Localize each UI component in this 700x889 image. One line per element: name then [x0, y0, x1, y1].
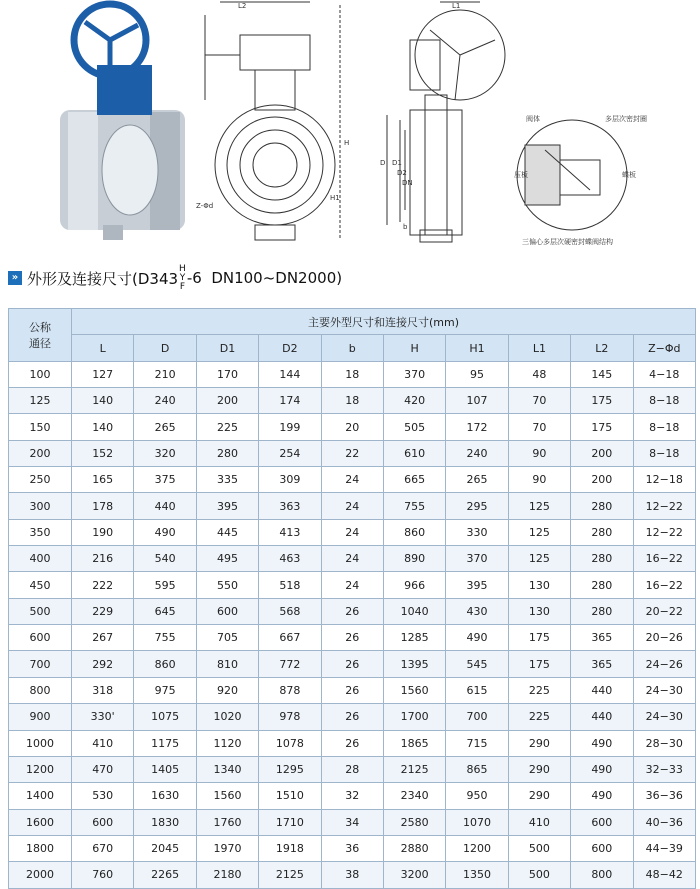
table-cell: 175: [571, 414, 633, 440]
table-cell: 505: [383, 414, 445, 440]
table-cell: 1760: [196, 809, 258, 835]
table-cell: 975: [134, 677, 196, 703]
table-row: [9, 730, 696, 756]
table-cell: 490: [446, 625, 508, 651]
table-cell: 12−22: [633, 519, 696, 545]
callout-disc: 蝶板: [622, 171, 636, 179]
table-cell: 190: [72, 519, 134, 545]
table-cell: 4−18: [633, 361, 696, 387]
dimension-table: [8, 308, 696, 889]
table-cell: 28: [321, 756, 383, 782]
column-header: D: [134, 335, 196, 361]
cell-nominal-diameter: 800: [9, 677, 72, 703]
table-cell: 545: [446, 651, 508, 677]
table-cell: 20−26: [633, 625, 696, 651]
table-cell: 1120: [196, 730, 258, 756]
table-cell: 18: [321, 361, 383, 387]
cell-nominal-diameter: 1600: [9, 809, 72, 835]
dim-label-L1: L1: [452, 2, 461, 10]
table-cell: 225: [196, 414, 258, 440]
table-cell: 40−36: [633, 809, 696, 835]
table-cell: 395: [196, 493, 258, 519]
table-cell: 1200: [446, 835, 508, 861]
title-prefix: 外形及连接尺寸(D343: [27, 269, 179, 288]
table-cell: 978: [259, 704, 321, 730]
table-cell: 665: [383, 467, 445, 493]
table-cell: 1020: [196, 704, 258, 730]
valve-photo: [60, 4, 185, 240]
table-row: [9, 704, 696, 730]
double-chevron-icon: »: [8, 271, 22, 285]
model-letters-stack: [179, 265, 186, 292]
table-cell: 865: [446, 756, 508, 782]
table-row: [9, 835, 696, 861]
cell-nominal-diameter: 300: [9, 493, 72, 519]
callout-body: 阀体: [526, 115, 540, 123]
product-drawings: [0, 0, 700, 250]
table-cell: 24−30: [633, 704, 696, 730]
table-cell: 2125: [383, 756, 445, 782]
table-cell: 440: [571, 677, 633, 703]
table-cell: 410: [72, 730, 134, 756]
table-cell: 200: [571, 440, 633, 466]
table-cell: 550: [196, 572, 258, 598]
table-cell: 610: [383, 440, 445, 466]
table-row: [9, 862, 696, 888]
table-cell: 1405: [134, 756, 196, 782]
cell-nominal-diameter: 400: [9, 546, 72, 572]
table-cell: 1830: [134, 809, 196, 835]
table-cell: 12−18: [633, 467, 696, 493]
dim-label-zd: Z-Φd: [196, 202, 214, 210]
table-cell: 130: [508, 598, 570, 624]
table-cell: 280: [571, 519, 633, 545]
table-cell: 225: [508, 677, 570, 703]
table-cell: 170: [196, 361, 258, 387]
table-cell: 800: [571, 862, 633, 888]
table-cell: 70: [508, 388, 570, 414]
cell-nominal-diameter: 1800: [9, 835, 72, 861]
table-cell: 1040: [383, 598, 445, 624]
table-cell: 645: [134, 598, 196, 624]
table-cell: 34: [321, 809, 383, 835]
table-row: [9, 440, 696, 466]
table-cell: 200: [196, 388, 258, 414]
table-cell: 26: [321, 651, 383, 677]
column-header-row: [9, 335, 696, 361]
cell-nominal-diameter: 500: [9, 598, 72, 624]
cell-nominal-diameter: 450: [9, 572, 72, 598]
table-cell: 20: [321, 414, 383, 440]
table-cell: 463: [259, 546, 321, 572]
table-cell: 24−30: [633, 677, 696, 703]
table-cell: 174: [259, 388, 321, 414]
cell-nominal-diameter: 600: [9, 625, 72, 651]
table-row: [9, 677, 696, 703]
cell-nominal-diameter: 125: [9, 388, 72, 414]
table-cell: 8−18: [633, 440, 696, 466]
table-cell: 26: [321, 625, 383, 651]
table-cell: 440: [134, 493, 196, 519]
section-title: [8, 263, 343, 292]
table-cell: 290: [508, 730, 570, 756]
table-row: [9, 546, 696, 572]
table-cell: 920: [196, 677, 258, 703]
table-cell: 1395: [383, 651, 445, 677]
table-cell: 705: [196, 625, 258, 651]
stack-top: H: [179, 263, 186, 274]
table-cell: 2265: [134, 862, 196, 888]
table-cell: 48−42: [633, 862, 696, 888]
table-cell: 318: [72, 677, 134, 703]
table-cell: 295: [446, 493, 508, 519]
cell-nominal-diameter: 700: [9, 651, 72, 677]
table-cell: 1918: [259, 835, 321, 861]
table-row: [9, 809, 696, 835]
table-cell: 36−36: [633, 783, 696, 809]
table-cell: 225: [508, 704, 570, 730]
table-cell: 265: [446, 467, 508, 493]
table-cell: 36: [321, 835, 383, 861]
table-cell: 365: [571, 651, 633, 677]
table-cell: 500: [508, 862, 570, 888]
table-cell: 28−30: [633, 730, 696, 756]
table-cell: 330: [446, 519, 508, 545]
table-row: [9, 783, 696, 809]
table-cell: 420: [383, 388, 445, 414]
table-cell: 18: [321, 388, 383, 414]
column-header: H: [383, 335, 445, 361]
table-cell: 755: [134, 625, 196, 651]
table-cell: 165: [72, 467, 134, 493]
dim-label-L2: L2: [238, 2, 247, 10]
section-title-text: [27, 265, 342, 292]
table-cell: 500: [508, 835, 570, 861]
column-header: Z−Φd: [633, 335, 696, 361]
table-cell: 95: [446, 361, 508, 387]
table-cell: 280: [571, 546, 633, 572]
column-header: b: [321, 335, 383, 361]
table-row: [9, 651, 696, 677]
table-row: [9, 625, 696, 651]
table-cell: 950: [446, 783, 508, 809]
table-cell: 760: [72, 862, 134, 888]
table-cell: 878: [259, 677, 321, 703]
table-cell: 130: [508, 572, 570, 598]
table-cell: 216: [72, 546, 134, 572]
table-cell: 615: [446, 677, 508, 703]
table-cell: 44−39: [633, 835, 696, 861]
table-cell: 860: [383, 519, 445, 545]
table-cell: 1560: [383, 677, 445, 703]
table-cell: 175: [571, 388, 633, 414]
table-cell: 90: [508, 467, 570, 493]
table-cell: 24: [321, 493, 383, 519]
column-header: D2: [259, 335, 321, 361]
stack-mid: Y: [179, 272, 186, 283]
table-cell: 860: [134, 651, 196, 677]
cell-nominal-diameter: 900: [9, 704, 72, 730]
callout-caption: 三偏心多层次硬密封蝶阀结构: [522, 238, 613, 246]
table-cell: 2045: [134, 835, 196, 861]
table-cell: 292: [72, 651, 134, 677]
table-cell: 1970: [196, 835, 258, 861]
table-cell: 290: [508, 756, 570, 782]
table-cell: 90: [508, 440, 570, 466]
table-row: [9, 414, 696, 440]
table-cell: 125: [508, 546, 570, 572]
table-cell: 1700: [383, 704, 445, 730]
cell-nominal-diameter: 350: [9, 519, 72, 545]
table-cell: 152: [72, 440, 134, 466]
dim-label-D1: D1: [392, 159, 402, 167]
table-cell: 12−22: [633, 493, 696, 519]
table-cell: 107: [446, 388, 508, 414]
callout-plate: 压板: [514, 171, 528, 179]
column-header: D1: [196, 335, 258, 361]
table-cell: 265: [134, 414, 196, 440]
table-cell: 2180: [196, 862, 258, 888]
table-cell: 430: [446, 598, 508, 624]
table-cell: 38: [321, 862, 383, 888]
table-cell: 330': [72, 704, 134, 730]
dim-label-DN: DN: [402, 179, 413, 187]
table-cell: 490: [571, 730, 633, 756]
table-cell: 48: [508, 361, 570, 387]
table-cell: 24: [321, 546, 383, 572]
table-cell: 518: [259, 572, 321, 598]
table-cell: 210: [134, 361, 196, 387]
table-cell: 490: [571, 756, 633, 782]
table-row: [9, 756, 696, 782]
dim-label-H1: H1: [330, 194, 340, 202]
table-cell: 1078: [259, 730, 321, 756]
table-cell: 32−33: [633, 756, 696, 782]
table-cell: 890: [383, 546, 445, 572]
table-cell: 2580: [383, 809, 445, 835]
table-cell: 320: [134, 440, 196, 466]
table-cell: 267: [72, 625, 134, 651]
table-cell: 370: [446, 546, 508, 572]
table-cell: 280: [571, 572, 633, 598]
table-cell: 2125: [259, 862, 321, 888]
table-cell: 375: [134, 467, 196, 493]
cell-nominal-diameter: 250: [9, 467, 72, 493]
table-cell: 175: [508, 651, 570, 677]
table-cell: 755: [383, 493, 445, 519]
table-cell: 26: [321, 677, 383, 703]
table-cell: 172: [446, 414, 508, 440]
table-cell: 600: [571, 809, 633, 835]
dim-label-b: b: [403, 223, 408, 231]
section-detail-drawing: [517, 120, 627, 230]
table-cell: 240: [134, 388, 196, 414]
table-row: [9, 493, 696, 519]
table-cell: 26: [321, 598, 383, 624]
table-cell: 568: [259, 598, 321, 624]
table-cell: 1295: [259, 756, 321, 782]
table-cell: 178: [72, 493, 134, 519]
table-cell: 26: [321, 704, 383, 730]
cell-nominal-diameter: 200: [9, 440, 72, 466]
cell-nominal-diameter: 1200: [9, 756, 72, 782]
cell-nominal-diameter: 100: [9, 361, 72, 387]
table-cell: 127: [72, 361, 134, 387]
callout-seal: 多层次密封圈: [605, 115, 647, 123]
table-row: [9, 519, 696, 545]
title-suffix: -6 DN100~DN2000): [186, 269, 343, 287]
cell-nominal-diameter: 150: [9, 414, 72, 440]
table-cell: 335: [196, 467, 258, 493]
column-header: L2: [571, 335, 633, 361]
table-cell: 363: [259, 493, 321, 519]
table-row: [9, 572, 696, 598]
table-cell: 600: [571, 835, 633, 861]
table-cell: 440: [571, 704, 633, 730]
table-cell: 413: [259, 519, 321, 545]
table-cell: 715: [446, 730, 508, 756]
table-cell: 145: [571, 361, 633, 387]
table-cell: 22: [321, 440, 383, 466]
table-cell: 254: [259, 440, 321, 466]
dim-label-D: D: [380, 159, 386, 167]
table-cell: 280: [571, 493, 633, 519]
table-cell: 3200: [383, 862, 445, 888]
table-cell: 290: [508, 783, 570, 809]
table-cell: 280: [196, 440, 258, 466]
table-cell: 1075: [134, 704, 196, 730]
side-view-drawing: [387, 2, 505, 242]
table-cell: 16−22: [633, 572, 696, 598]
table-cell: 222: [72, 572, 134, 598]
table-cell: 370: [383, 361, 445, 387]
table-cell: 1710: [259, 809, 321, 835]
column-header: L1: [508, 335, 570, 361]
table-cell: 70: [508, 414, 570, 440]
table-cell: 175: [508, 625, 570, 651]
table-cell: 1560: [196, 783, 258, 809]
table-cell: 410: [508, 809, 570, 835]
table-cell: 667: [259, 625, 321, 651]
table-row: [9, 388, 696, 414]
column-header: L: [72, 335, 134, 361]
table-cell: 600: [72, 809, 134, 835]
table-cell: 1510: [259, 783, 321, 809]
table-cell: 670: [72, 835, 134, 861]
table-cell: 24: [321, 467, 383, 493]
cell-nominal-diameter: 1000: [9, 730, 72, 756]
table-cell: 309: [259, 467, 321, 493]
table-cell: 24: [321, 572, 383, 598]
table-cell: 470: [72, 756, 134, 782]
header-nominal-diameter: 公称 通径: [9, 309, 72, 362]
cell-nominal-diameter: 2000: [9, 862, 72, 888]
table-cell: 445: [196, 519, 258, 545]
table-cell: 810: [196, 651, 258, 677]
table-cell: 32: [321, 783, 383, 809]
table-cell: 280: [571, 598, 633, 624]
table-cell: 140: [72, 414, 134, 440]
table-cell: 1630: [134, 783, 196, 809]
cell-nominal-diameter: 1400: [9, 783, 72, 809]
table-cell: 1350: [446, 862, 508, 888]
table-cell: 600: [196, 598, 258, 624]
table-row: [9, 361, 696, 387]
table-cell: 395: [446, 572, 508, 598]
table-cell: 1070: [446, 809, 508, 835]
table-body: [9, 361, 696, 888]
table-cell: 2880: [383, 835, 445, 861]
table-cell: 200: [571, 467, 633, 493]
table-cell: 700: [446, 704, 508, 730]
table-cell: 16−22: [633, 546, 696, 572]
table-cell: 1340: [196, 756, 258, 782]
dimension-table-wrapper: [8, 308, 695, 889]
table-cell: 365: [571, 625, 633, 651]
table-cell: 966: [383, 572, 445, 598]
table-row: [9, 467, 696, 493]
table-cell: 26: [321, 730, 383, 756]
table-cell: 144: [259, 361, 321, 387]
table-cell: 24: [321, 519, 383, 545]
table-cell: 8−18: [633, 388, 696, 414]
table-cell: 772: [259, 651, 321, 677]
table-cell: 490: [134, 519, 196, 545]
dim-label-D2: D2: [397, 169, 407, 177]
header-group: 主要外型尺寸和连接尺寸(mm): [72, 309, 696, 335]
table-cell: 2340: [383, 783, 445, 809]
table-cell: 490: [571, 783, 633, 809]
table-cell: 1865: [383, 730, 445, 756]
table-cell: 199: [259, 414, 321, 440]
table-cell: 20−22: [633, 598, 696, 624]
table-cell: 125: [508, 493, 570, 519]
table-row: [9, 598, 696, 624]
front-view-drawing: [205, 2, 340, 240]
table-cell: 495: [196, 546, 258, 572]
table-cell: 125: [508, 519, 570, 545]
dim-label-H: H: [344, 139, 350, 147]
table-cell: 1285: [383, 625, 445, 651]
table-cell: 140: [72, 388, 134, 414]
table-cell: 24−26: [633, 651, 696, 677]
stack-bottom: F: [179, 281, 186, 292]
table-cell: 540: [134, 546, 196, 572]
table-cell: 229: [72, 598, 134, 624]
table-cell: 595: [134, 572, 196, 598]
column-header: H1: [446, 335, 508, 361]
table-cell: 8−18: [633, 414, 696, 440]
table-cell: 240: [446, 440, 508, 466]
table-cell: 530: [72, 783, 134, 809]
table-cell: 1175: [134, 730, 196, 756]
